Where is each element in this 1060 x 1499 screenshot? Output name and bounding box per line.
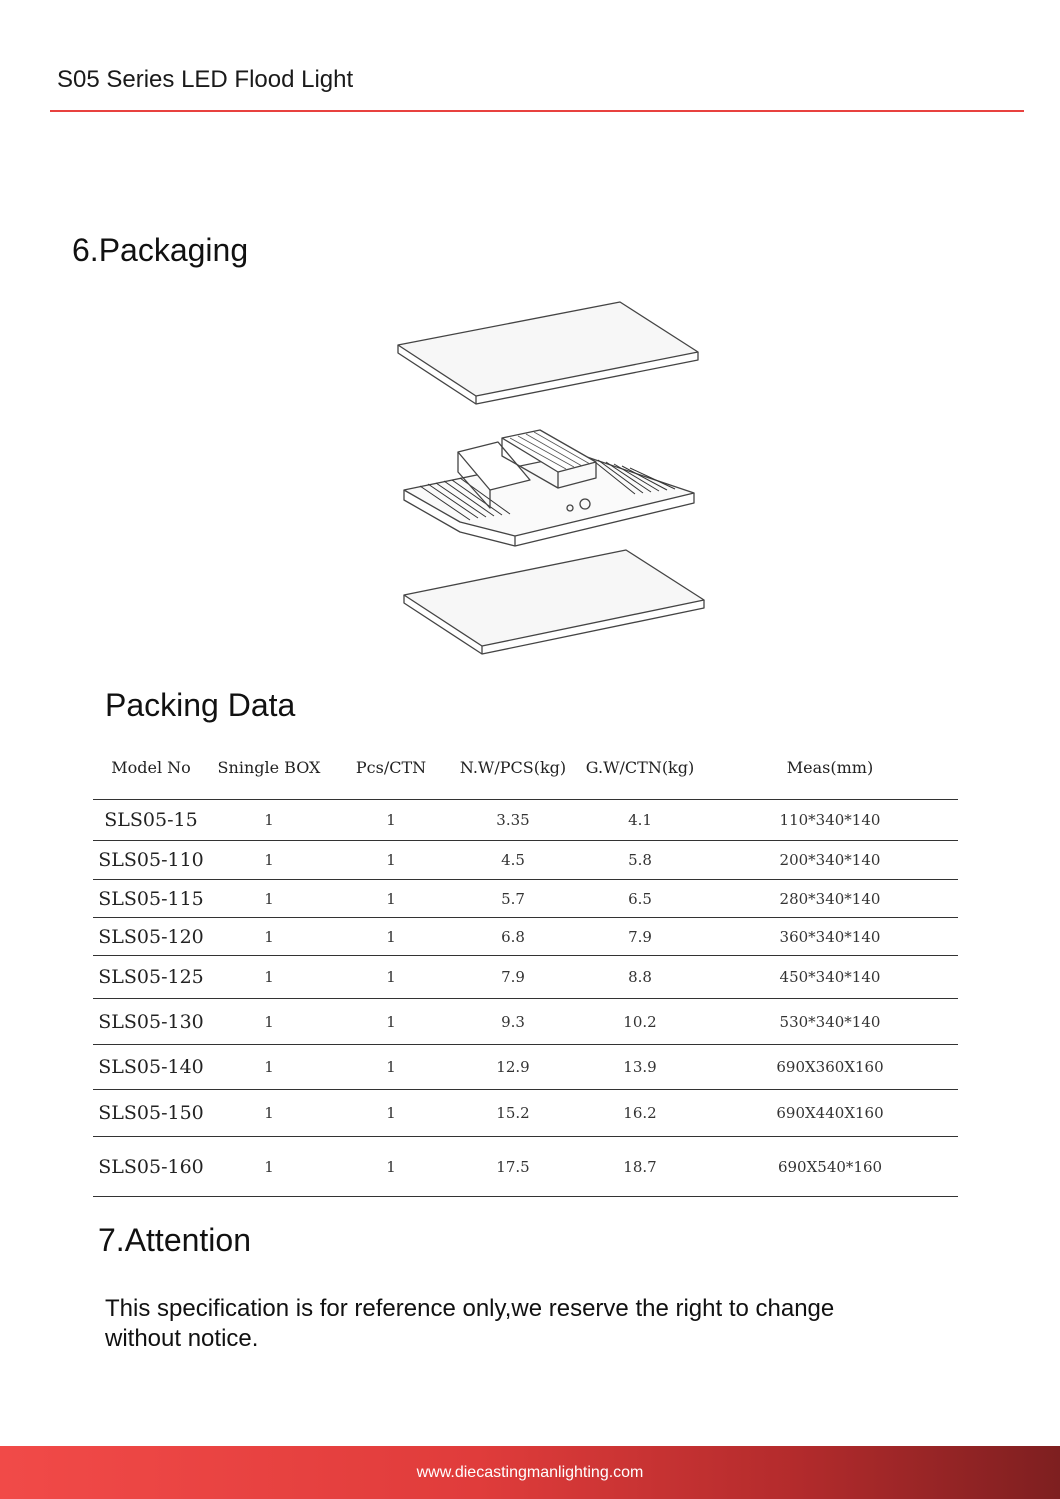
cell-single-box: 1 <box>264 927 274 946</box>
attention-section-title: 7.Attention <box>98 1222 251 1258</box>
cell-model: SLS05-160 <box>98 1155 204 1178</box>
cell-gross-weight: 16.2 <box>623 1104 657 1122</box>
cell-pcs-ctn: 1 <box>386 811 396 829</box>
cell-net-weight: 4.5 <box>501 851 525 869</box>
cell-measurement: 690X360X160 <box>776 1058 884 1076</box>
packaging-exploded-illustration <box>390 290 720 670</box>
cell-model: SLS05-150 <box>98 1102 204 1124</box>
cell-model: SLS05-130 <box>98 1010 204 1033</box>
cell-measurement: 110*340*140 <box>779 811 881 829</box>
cell-gross-weight: 13.9 <box>623 1058 657 1076</box>
cell-single-box: 1 <box>264 851 274 869</box>
cell-net-weight: 6.8 <box>501 927 525 946</box>
cell-pcs-ctn: 1 <box>386 927 396 946</box>
column-header-gross-weight: G.W/CTN(kg) <box>585 758 695 777</box>
cell-net-weight: 12.9 <box>496 1058 530 1076</box>
cell-gross-weight: 18.7 <box>623 1157 657 1176</box>
cell-measurement: 530*340*140 <box>779 1012 881 1031</box>
column-header-single-box: Sningle BOX <box>217 758 321 777</box>
cell-measurement: 280*340*140 <box>779 889 881 908</box>
cell-net-weight: 3.35 <box>496 811 530 829</box>
cell-net-weight: 5.7 <box>501 889 525 908</box>
cell-net-weight: 9.3 <box>501 1012 525 1031</box>
packing-data-title: Packing Data <box>105 687 296 723</box>
table-body <box>93 800 958 1197</box>
table-row <box>93 1137 958 1197</box>
cell-model: SLS05-115 <box>98 887 204 910</box>
cell-single-box: 1 <box>264 968 274 986</box>
column-header-pcs-ctn: Pcs/CTN <box>355 758 427 777</box>
cell-single-box: 1 <box>264 889 274 908</box>
cell-net-weight: 17.5 <box>496 1157 530 1176</box>
cell-pcs-ctn: 1 <box>386 1157 396 1176</box>
document-header-title: S05 Series LED Flood Light <box>57 66 354 93</box>
cell-model: SLS05-140 <box>98 1056 204 1078</box>
cell-model: SLS05-125 <box>98 966 204 988</box>
cell-single-box: 1 <box>264 1012 274 1031</box>
cell-gross-weight: 8.8 <box>628 968 652 986</box>
table-row <box>93 918 958 956</box>
packaging-section-title: 6.Packaging <box>72 232 249 268</box>
cell-pcs-ctn: 1 <box>386 889 396 908</box>
table-row <box>93 956 958 999</box>
cell-pcs-ctn: 1 <box>386 968 396 986</box>
cell-single-box: 1 <box>264 1157 274 1176</box>
column-header-model-no: Model No <box>111 758 191 777</box>
footer-bar <box>0 1446 1060 1499</box>
table-row <box>93 1090 958 1137</box>
table-header-row <box>93 745 958 800</box>
cell-gross-weight: 5.8 <box>628 851 652 869</box>
cell-pcs-ctn: 1 <box>386 851 396 869</box>
table-row <box>93 841 958 880</box>
cell-single-box: 1 <box>264 811 274 829</box>
table-row <box>93 1045 958 1090</box>
footer-website-url: www.diecastingmanlighting.com <box>416 1464 644 1481</box>
cell-single-box: 1 <box>264 1058 274 1076</box>
packing-data-table <box>93 745 958 1197</box>
flood-light-fixture <box>404 430 694 546</box>
cell-single-box: 1 <box>264 1104 274 1122</box>
cell-measurement: 690X540*160 <box>777 1157 883 1176</box>
column-header-net-weight: N.W/PCS(kg) <box>459 758 567 777</box>
cell-model: SLS05-15 <box>104 809 198 831</box>
bottom-base-panel <box>404 550 704 654</box>
header-divider <box>50 110 1024 112</box>
cell-model: SLS05-120 <box>98 925 204 948</box>
table-row <box>93 999 958 1045</box>
top-cover-panel <box>398 302 698 404</box>
cell-model: SLS05-110 <box>98 849 204 871</box>
table-row <box>93 800 958 841</box>
cell-measurement: 360*340*140 <box>779 927 881 946</box>
table-row <box>93 880 958 918</box>
cell-measurement: 200*340*140 <box>779 851 881 869</box>
cell-pcs-ctn: 1 <box>386 1104 396 1122</box>
column-header-measurement: Meas(mm) <box>786 758 874 777</box>
cell-net-weight: 7.9 <box>501 968 525 986</box>
cell-gross-weight: 7.9 <box>628 927 652 946</box>
cell-gross-weight: 4.1 <box>628 811 652 829</box>
cell-measurement: 690X440X160 <box>776 1104 884 1122</box>
cell-gross-weight: 6.5 <box>628 889 652 908</box>
cell-measurement: 450*340*140 <box>779 968 881 986</box>
cell-gross-weight: 10.2 <box>623 1012 657 1031</box>
cell-pcs-ctn: 1 <box>386 1058 396 1076</box>
cell-net-weight: 15.2 <box>496 1104 530 1122</box>
cell-pcs-ctn: 1 <box>386 1012 396 1031</box>
attention-notice-text: This specification is for reference only,we reserve the right to change without notice. <box>105 1295 835 1352</box>
